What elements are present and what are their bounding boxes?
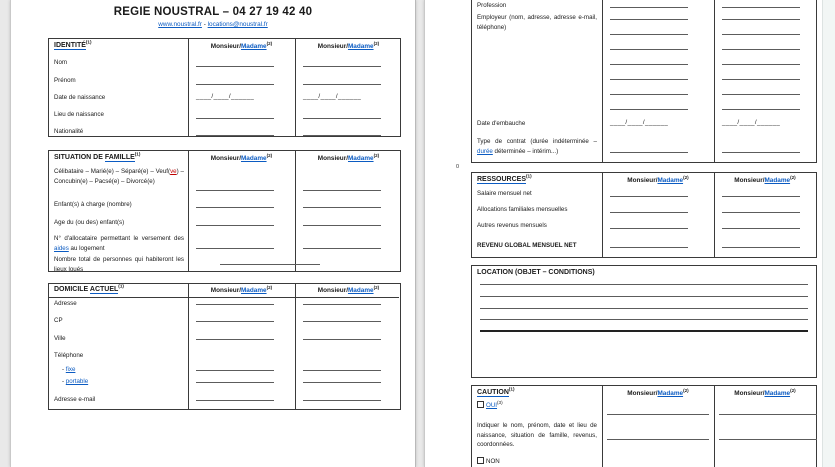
column-divider — [602, 173, 603, 257]
field-label-portable: - portable — [62, 378, 89, 385]
field-label: Enfant(s) à charge (nombre) — [54, 201, 132, 208]
write-line — [220, 264, 320, 265]
column-header-monsieur-madame: Monsieur/Madame$^{(2)}$ — [317, 40, 380, 50]
domicile-table — [48, 283, 401, 410]
field-label-fixe: - fixe — [62, 366, 76, 373]
column-divider — [602, 0, 603, 162]
column-header-monsieur-madame: Monsieur/Madame$^{(2)}$ — [627, 174, 689, 184]
write-line — [196, 400, 274, 401]
column-divider — [188, 284, 189, 409]
field-label: Date d'embauche — [477, 120, 526, 127]
write-line — [610, 49, 688, 50]
write-line — [722, 94, 800, 95]
write-line — [722, 79, 800, 80]
oui-option: OUI$^{(3)}$ — [477, 401, 503, 410]
column-divider — [714, 0, 715, 162]
field-label: Adresse — [54, 300, 77, 307]
write-line — [610, 247, 688, 248]
field-label: Age du (ou des) enfant(s) — [54, 219, 125, 226]
contact-links — [11, 21, 415, 28]
write-line — [303, 304, 381, 305]
vertical-scrollbar[interactable] — [822, 0, 835, 467]
write-line — [719, 414, 817, 415]
section-title-famille: SITUATION DE FAMILLE$^{(1)}$ — [54, 151, 141, 161]
write-line — [722, 196, 800, 197]
write-line-thick — [480, 330, 808, 332]
write-line — [610, 79, 688, 80]
document-page-2 — [424, 0, 824, 467]
write-line — [303, 66, 381, 67]
write-line — [607, 439, 709, 440]
write-line — [722, 247, 800, 248]
column-divider — [188, 39, 189, 136]
write-line — [196, 382, 274, 383]
date-blank: ____/____/______ — [303, 93, 362, 100]
caution-note: Indiquer le nom, prénom, date et lieu de naissance, situation de famille, revenus, coordonnées. — [477, 422, 597, 449]
link-separator: - — [203, 21, 206, 28]
identite-table — [48, 38, 401, 137]
field-label: Adresse e-mail — [54, 396, 96, 403]
stray-character: 0 — [456, 164, 460, 170]
column-divider — [295, 39, 296, 136]
column-divider — [188, 151, 189, 271]
write-line — [607, 414, 709, 415]
column-divider — [295, 284, 296, 409]
write-line — [722, 34, 800, 35]
write-line — [196, 248, 274, 249]
write-line — [610, 212, 688, 213]
ressources-table — [471, 172, 817, 258]
page-title: REGIE NOUSTRAL – 04 27 19 42 40 — [113, 6, 313, 18]
write-line — [610, 7, 688, 8]
write-line — [480, 319, 808, 320]
field-label-total: REVENU GLOBAL MENSUEL NET — [477, 242, 577, 249]
column-divider — [714, 173, 715, 257]
write-line — [303, 400, 381, 401]
write-line — [610, 196, 688, 197]
field-label: Ville — [54, 335, 66, 342]
write-line — [196, 84, 274, 85]
write-line — [610, 109, 688, 110]
write-line — [303, 84, 381, 85]
write-line — [303, 225, 381, 226]
write-line — [303, 321, 381, 322]
write-line — [196, 190, 274, 191]
write-line — [610, 64, 688, 65]
write-line — [196, 370, 274, 371]
non-checkbox — [477, 457, 484, 464]
field-label-statut: Célibataire – Marié(e) – Séparé(e) – Veuf(ve) – Concubin(e) – Pacsé(e) – Divorcé(e) — [54, 168, 184, 185]
field-label: Profession — [477, 2, 507, 9]
date-blank: ____/____/______ — [196, 93, 255, 100]
column-header-monsieur-madame: Monsieur/Madame$^{(2)}$ — [734, 174, 796, 184]
write-line — [303, 118, 381, 119]
write-line — [722, 64, 800, 65]
write-line — [719, 439, 817, 440]
column-header-monsieur-madame: Monsieur/Madame$^{(2)}$ — [734, 387, 796, 397]
column-header-monsieur-madame: Monsieur/Madame$^{(2)}$ — [317, 152, 380, 162]
column-header-monsieur-madame: Monsieur/Madame$^{(2)}$ — [627, 387, 689, 397]
write-line — [196, 304, 274, 305]
field-label: Allocations familiales mensuelles — [477, 206, 568, 213]
field-label: Nationalité — [54, 128, 84, 135]
field-label: Nom — [54, 59, 68, 66]
column-divider — [295, 151, 296, 271]
oui-checkbox — [477, 401, 484, 408]
write-line — [722, 7, 800, 8]
write-line — [303, 370, 381, 371]
emploi-table — [471, 0, 817, 163]
header-row-divider — [49, 297, 399, 298]
write-line — [303, 190, 381, 191]
field-label: CP — [54, 317, 63, 324]
field-label: Lieu de naissance — [54, 111, 104, 118]
field-label-employeur: Employeur (nom, adresse, adresse e-mail, téléphone) — [477, 14, 597, 31]
write-line — [722, 152, 800, 153]
website-link[interactable]: www.noustral.fr — [158, 21, 202, 28]
write-line — [610, 152, 688, 153]
column-header-monsieur-madame: Monsieur/Madame$^{(2)}$ — [210, 40, 273, 50]
column-divider — [602, 386, 603, 467]
column-header-monsieur-madame: Monsieur/Madame$^{(2)}$ — [210, 284, 273, 294]
field-label: Autres revenus mensuels — [477, 222, 547, 229]
field-label: Téléphone — [54, 352, 84, 359]
column-header-monsieur-madame: Monsieur/Madame$^{(2)}$ — [210, 152, 273, 162]
column-divider — [714, 386, 715, 467]
write-line — [196, 118, 274, 119]
write-line — [303, 339, 381, 340]
field-label-nombre-total: Nombre total de personnes qui habiteront les lieux loués — [54, 256, 184, 273]
write-line — [722, 228, 800, 229]
write-line — [303, 382, 381, 383]
write-line — [610, 34, 688, 35]
caution-table — [471, 385, 817, 467]
write-line — [303, 135, 381, 136]
write-line — [610, 19, 688, 20]
section-title-domicile: DOMICILE ACTUEL$^{(1)}$ — [54, 283, 124, 293]
location-box — [471, 265, 817, 378]
write-line — [196, 339, 274, 340]
document-page-1 — [10, 0, 416, 467]
write-line — [722, 19, 800, 20]
date-blank: ____/____/______ — [722, 119, 781, 126]
write-line — [480, 296, 808, 297]
write-line — [722, 49, 800, 50]
field-label: Prénom — [54, 77, 76, 84]
write-line — [303, 248, 381, 249]
write-line — [196, 135, 274, 136]
non-option: NON — [477, 457, 500, 466]
write-line — [196, 321, 274, 322]
section-title-caution: CAUTION$^{(1)}$ — [477, 386, 515, 396]
section-title-identite: IDENTITÉ$^{(1)}$ — [54, 39, 92, 49]
write-line — [722, 109, 800, 110]
column-header-monsieur-madame: Monsieur/Madame$^{(2)}$ — [317, 284, 380, 294]
date-blank: ____/____/______ — [610, 119, 669, 126]
email-link[interactable]: locations@noustral.fr — [207, 21, 268, 28]
write-line — [303, 207, 381, 208]
write-line — [722, 212, 800, 213]
field-label: Date de naissance — [54, 94, 106, 101]
write-line — [196, 225, 274, 226]
field-label-allocataire: N° d'allocataire permettant le versement des aides au logement — [54, 235, 184, 252]
field-label-contrat: Type de contrat (durée indéterminée – durée déterminée – intérim...) — [477, 138, 597, 155]
write-line — [480, 284, 808, 285]
write-line — [480, 308, 808, 309]
section-title-ressources: RESSOURCES$^{(1)}$ — [477, 173, 532, 183]
section-title-location: LOCATION (OBJET – CONDITIONS) — [477, 269, 595, 276]
write-line — [196, 207, 274, 208]
field-label: Salaire mensuel net — [477, 190, 532, 197]
write-line — [196, 66, 274, 67]
situation-famille-table — [48, 150, 401, 272]
write-line — [610, 94, 688, 95]
write-line — [610, 228, 688, 229]
